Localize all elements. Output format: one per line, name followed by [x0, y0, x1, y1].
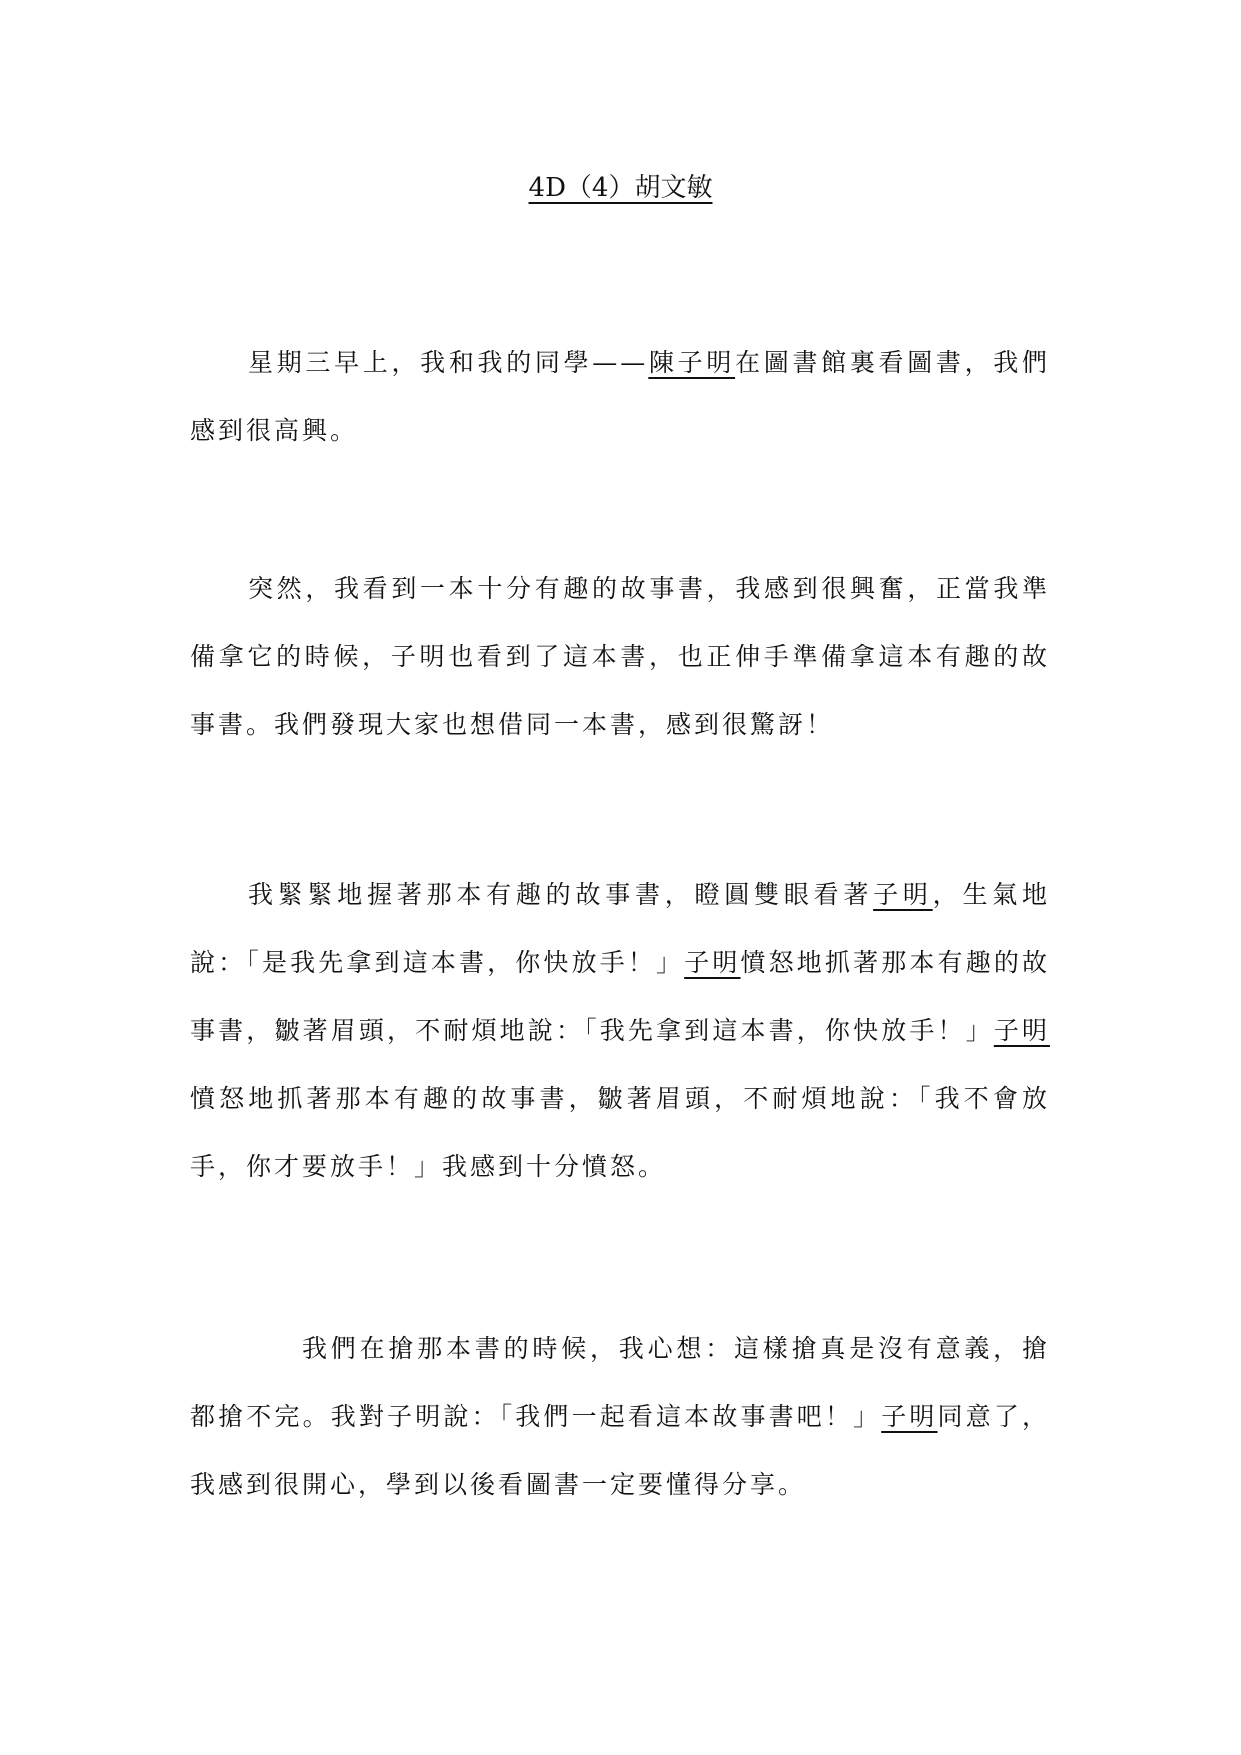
- paragraph-text: 突然，我看到一本十分有趣的故事書，我感到很興奮，正當我準備拿它的時候，子明也看到了這本書，也正伸手準備拿這本有趣的故事書。我們發現大家也想借同一本書，感到很驚訝！: [190, 574, 1050, 739]
- paragraph-text: 星期三早上，我和我的同學——: [248, 348, 649, 377]
- paragraph-3: [190, 861, 1050, 1201]
- paragraph-text: 在圖書館裏看圖書，我們感到很高興。: [190, 348, 1050, 445]
- proper-noun-underlined: 子明: [881, 1402, 938, 1431]
- paragraph-text: 我們在搶那本書的時候，我心想：這樣搶真是沒有意義，搶都搶不完。我對子明說：「我們一起看這本故事書吧！」: [190, 1334, 1050, 1431]
- paragraph-text: ，生氣地說：「是我先拿到這本書，你快放手！」: [190, 880, 1050, 977]
- paragraph-text: 我緊緊地握著那本有趣的故事書，瞪圓雙眼看著: [248, 880, 874, 909]
- proper-noun-underlined: 陳子明: [648, 348, 736, 377]
- proper-noun-underlined: 子明: [684, 948, 741, 977]
- paragraph-2: [190, 555, 1050, 759]
- author-heading-text: 4D（4）胡文敏: [528, 173, 713, 203]
- paragraph-1: [190, 329, 1050, 465]
- paragraph-4: [190, 1315, 1050, 1519]
- author-heading: [0, 168, 1241, 208]
- paragraph-text: 憤怒地抓著那本有趣的故事書，皺著眉頭，不耐煩地說：「我不會放手，你才要放手！」我感到十分憤怒。: [190, 1084, 1050, 1181]
- paragraph-text: 憤怒地抓著那本有趣的故事書，皺著眉頭，不耐煩地說：「我先拿到這本書，你快放手！」: [190, 948, 1050, 1045]
- paragraph-text: 同意了，我感到很開心，學到以後看圖書一定要懂得分享。: [190, 1402, 1050, 1499]
- proper-noun-underlined: 子明: [993, 1016, 1050, 1045]
- proper-noun-underlined: 子明: [873, 880, 933, 909]
